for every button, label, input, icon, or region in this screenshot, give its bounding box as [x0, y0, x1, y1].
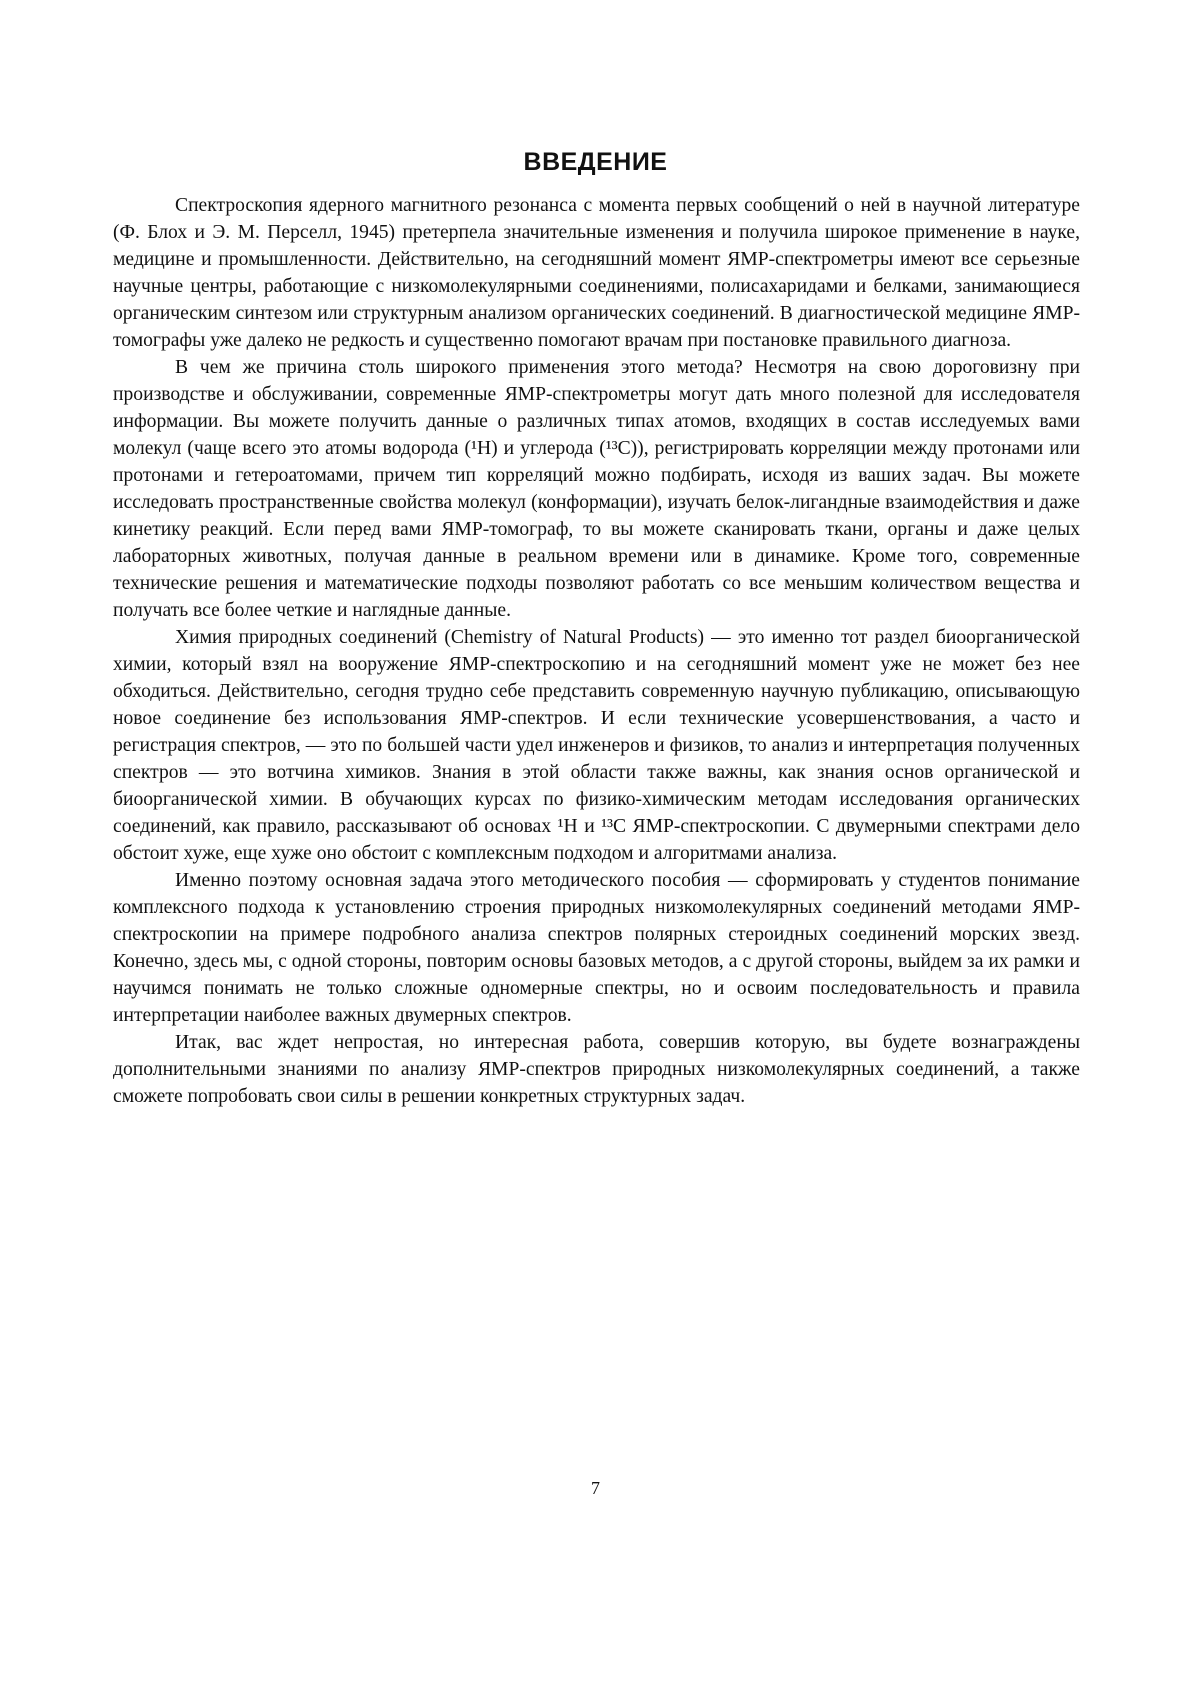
page-number: 7 — [591, 1478, 600, 1498]
paragraph: Спектроскопия ядерного магнитного резонанса с момента первых сообщений о ней в научной литературе (Ф. Блох и Э. М. Перселл, 1945) претерпела значительные изменения и получила широкое применение в науке, медицине и промышленности. Действительно, на сегодняшний момент ЯМР-спектрометры имеют все серьезные научные центры, работающие с низкомолекулярными соединениями, полисахаридами и белками, занимающиеся органическим синтезом или структурным анализом органических соединений. В диагностической медицине ЯМР-томографы уже далеко не редкость и существенно помогают врачам при постановке правильного диагноза. — [113, 195, 1080, 351]
paragraph: Итак, вас ждет непростая, но интересная работа, совершив которую, вы будете вознаграждены дополнительными знаниями по анализу ЯМР-спектров природных низкомолекулярных соединений, а также сможете попробовать свои силы в решении конкретных структурных задач. — [113, 1032, 1080, 1107]
body-text — [113, 192, 1080, 1110]
page-title: ВВЕДЕНИЕ — [523, 148, 668, 176]
paragraph: В чем же причина столь широкого применения этого метода? Несмотря на свою дороговизну при производстве и обслуживании, современные ЯМР-спектрометры могут дать много полезной для исследователя информации. Вы можете получить данные о различных типах атомов, входящих в состав исследуемых вами молекул (чаще всего это атомы водорода (¹H) и углерода (¹³C)), регистрировать корреляции между протонами или протонами и гетероатомами, причем тип корреляций можно подбирать, исходя из ваших задач. Вы можете исследовать пространственные свойства молекул (конформации), изучать белок-лигандные взаимодействия и даже кинетику реакций. Если перед вами ЯМР-томограф, то вы можете сканировать ткани, органы и даже целых лабораторных животных, получая данные в реальном времени или в динамике. Кроме того, современные технические решения и математические подходы позволяют работать со все меньшим количеством вещества и получать все более четкие и наглядные данные. — [113, 357, 1080, 621]
paragraph: Именно поэтому основная задача этого методического пособия — сформировать у студентов понимание комплексного подхода к установлению строения природных низкомолекулярных соединений методами ЯМР-спектроскопии на примере подробного анализа спектров полярных стероидных соединений морских звезд. Конечно, здесь мы, с одной стороны, повторим основы базовых методов, а с другой стороны, выйдем за их рамки и научимся понимать не только сложные одномерные спектры, но и освоим последовательность и правила интерпретации наиболее важных двумерных спектров. — [113, 870, 1080, 1026]
paragraph: Химия природных соединений (Chemistry of Natural Products) — это именно тот раздел биоорганической химии, который взял на вооружение ЯМР-спектроскопию и на сегодняшний момент уже не может без нее обходиться. Действительно, сегодня трудно себе представить современную научную публикацию, описывающую новое соединение без использования ЯМР-спектров. И если технические усовершенствования, а часто и регистрация спектров, — это по большей части удел инженеров и физиков, то анализ и интерпретация полученных спектров — это вотчина химиков. Знания в этой области также важны, как знания основ органической и биоорганической химии. В обучающих курсах по физико-химическим методам исследования органических соединений, как правило, рассказывают об основах ¹H и ¹³C ЯМР-спектроскопии. С двумерными спектрами дело обстоит хуже, еще хуже оно обстоит с комплексным подходом и алгоритмами анализа. — [113, 627, 1080, 864]
